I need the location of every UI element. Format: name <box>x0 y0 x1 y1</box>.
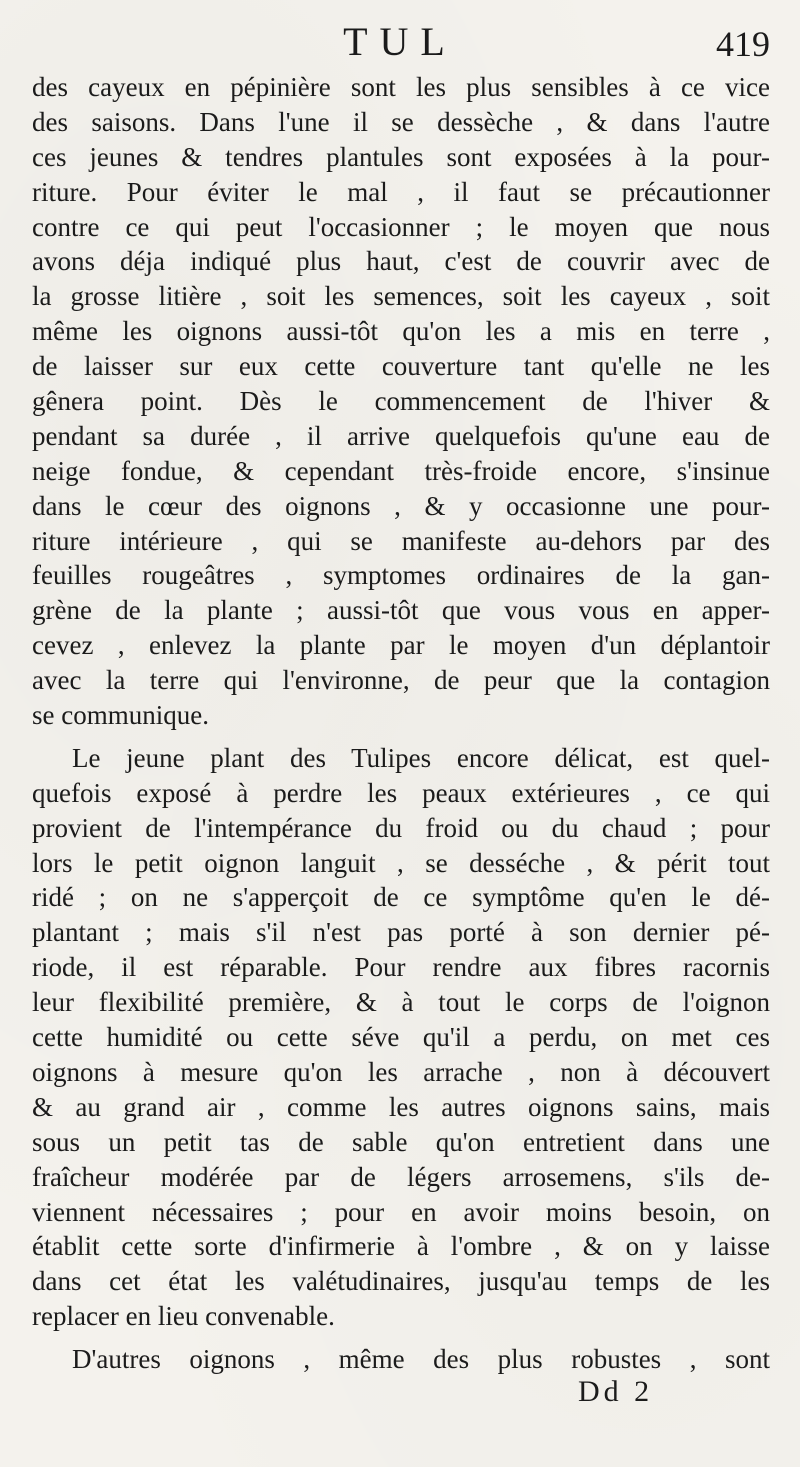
text-line: quefois exposé à perdre les peaux extérieures , ce qui <box>32 777 770 808</box>
text-line: oignons à mesure qu'on les arrache , non à découvert <box>32 1056 770 1087</box>
text-line: viennent nécessaires ; pour en avoir moins besoin, on <box>32 1196 770 1227</box>
text-line: cevez , enlevez la plante par le moyen d'un déplantoir <box>32 630 770 661</box>
text-line: lors le petit oignon languit , se desséche , & périt tout <box>32 847 770 878</box>
text-line: avec la terre qui l'environne, de peur que la contagion <box>32 665 770 696</box>
text-line: ridé ; on ne s'apperçoit de ce symptôme qu'en le dé- <box>32 882 770 913</box>
text-line: feuilles rougeâtres , symptomes ordinaires de la gan- <box>32 560 770 591</box>
running-title: TUL <box>343 19 457 64</box>
paragraph <box>32 1342 770 1377</box>
page-number: 419 <box>716 24 770 64</box>
text-line: pendant sa durée , il arrive quelquefois qu'une eau de <box>32 420 770 451</box>
text-line: & au grand air , comme les autres oignons sains, mais <box>32 1091 770 1122</box>
text-line: cette humidité ou cette séve qu'il a perdu, on met ces <box>32 1022 770 1053</box>
text-line: sous un petit tas de sable qu'on entretient dans une <box>32 1126 770 1157</box>
text-line: des saisons. Dans l'une il se dessèche , & dans l'autre <box>32 106 770 137</box>
text-line: se communique. <box>32 700 209 731</box>
text-line: gênera point. Dès le commencement de l'hiver & <box>32 386 770 417</box>
text-line: riture. Pour éviter le mal , il faut se précautionner <box>32 176 770 207</box>
text-line: ces jeunes & tendres plantules sont exposées à la pour- <box>32 141 770 172</box>
text-line: de laisser sur eux cette couverture tant qu'elle ne les <box>32 351 770 382</box>
text-line: dans cet état les valétudinaires, jusqu'au temps de les <box>32 1266 770 1297</box>
paragraph <box>32 741 770 1334</box>
text-line: plantant ; mais s'il n'est pas porté à son dernier pé- <box>32 917 770 948</box>
paragraph-gap <box>32 733 770 741</box>
text-line: Le jeune plant des Tulipes encore délicat, est quel- <box>72 742 770 773</box>
text-line: neige fondue, & cependant très-froide encore, s'insinue <box>32 455 770 486</box>
text-line: même les oignons aussi-tôt qu'on les a mis en terre , <box>32 316 770 347</box>
text-line: provient de l'intempérance du froid ou du chaud ; pour <box>32 812 770 843</box>
text-line: dans le cœur des oignons , & y occasionne une pour- <box>32 490 770 521</box>
text-line: riode, il est réparable. Pour rendre aux fibres racornis <box>32 952 770 983</box>
text-line: avons déja indiqué plus haut, c'est de couvrir avec de <box>32 246 770 277</box>
text-line: replacer en lieu convenable. <box>32 1301 335 1332</box>
text-line: des cayeux en pépinière sont les plus sensibles à ce vice <box>32 72 770 102</box>
text-line: leur flexibilité première, & à tout le corps de l'oignon <box>32 987 770 1018</box>
paragraph <box>32 70 770 733</box>
body-text <box>32 70 770 1377</box>
running-head <box>0 18 800 66</box>
text-line: grène de la plante ; aussi-tôt que vous vous en apper- <box>32 595 770 626</box>
text-line: fraîcheur modérée par de légers arrosemens, s'ils de- <box>32 1161 770 1192</box>
paragraph-gap <box>32 1334 770 1342</box>
text-line: D'autres oignons , même des plus robustes , sont <box>72 1344 770 1375</box>
printer-signature-mark: Dd 2 <box>578 1375 654 1408</box>
text-line: établit cette sorte d'infirmerie à l'ombre , & on y laisse <box>32 1231 770 1262</box>
text-line: riture intérieure , qui se manifeste au-dehors par des <box>32 525 770 556</box>
text-line: contre ce qui peut l'occasionner ; le moyen que nous <box>32 211 770 242</box>
text-line: la grosse litière , soit les semences, soit les cayeux , soit <box>32 281 770 312</box>
